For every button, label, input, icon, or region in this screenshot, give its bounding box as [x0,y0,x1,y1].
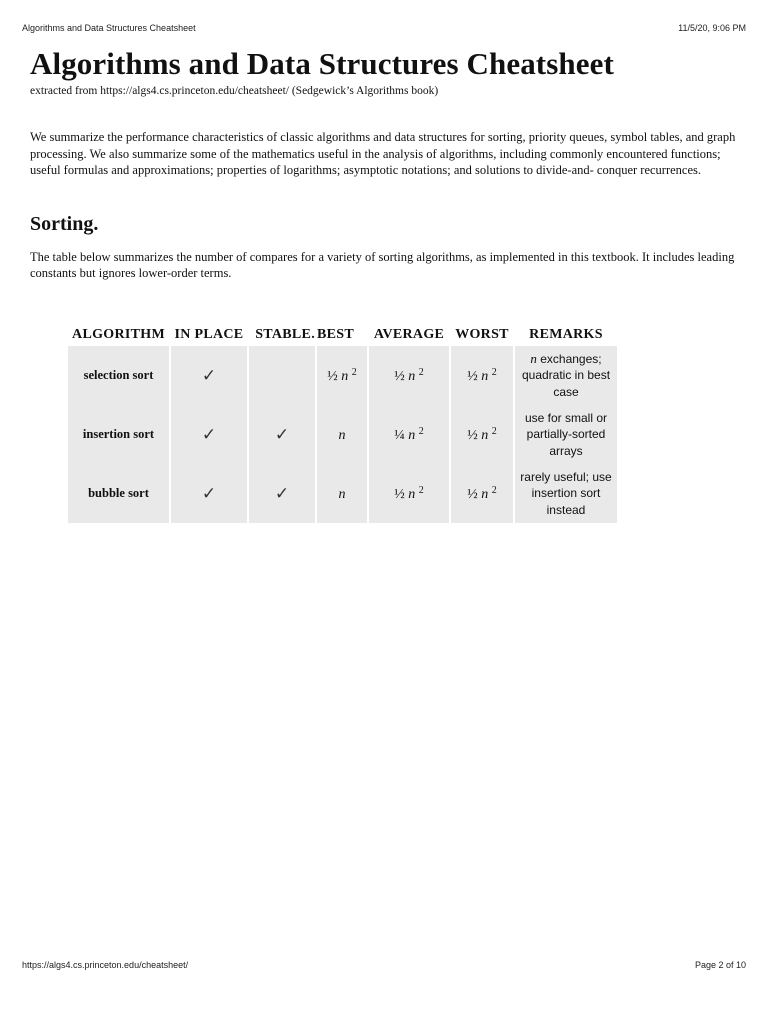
remarks-cell [515,405,617,464]
algorithm-name: bubble sort [68,464,169,523]
footer-url[interactable]: https://algs4.cs.princeton.edu/cheatsheet/ [22,960,189,970]
page-title: Algorithms and Data Structures Cheatsheet [30,46,614,81]
column-header-remarks: REMARKS [529,327,603,342]
average-variable: n [408,427,416,443]
best-coefficient: ½ [327,368,338,384]
print-header-timestamp: 11/5/20, 9:06 PM [678,23,746,33]
page-number: Page 2 of 10 [694,960,746,970]
column-header-best: BEST [317,327,354,342]
checkmark-icon: ✓ [274,483,290,504]
average-exponent: 2 [418,484,424,496]
best-cost [317,346,367,405]
worst-coefficient: ½ [467,368,478,384]
print-header-title: Algorithms and Data Structures Cheatsheet [22,23,196,33]
best-variable: n [338,486,346,502]
stable-cell [249,405,315,464]
best-variable: n [341,368,349,384]
sorting-table [66,324,619,523]
intro-paragraph: We summarize the performance characteristics of classic algorithms and data structures for sorting, priority queues, symbol tables, and graph processing. We also summarize some of the mathematics useful in the analysis of algorithms, including commonly encountered functions; useful formulas and approximations; properties of logarithms; asymptotic notations; and solutions to divide-and- conquer recurrences. [30,130,736,177]
source-note: extracted from https://algs4.cs.princeton.edu/cheatsheet/ (Sedgewick’s Algorithms book) [30,85,439,97]
worst-exponent: 2 [491,366,497,378]
algorithm-name: selection sort [68,346,169,405]
average-cost [369,405,449,464]
average-coefficient: ½ [394,368,405,384]
worst-coefficient: ½ [467,486,478,502]
worst-variable: n [481,486,489,502]
worst-exponent: 2 [491,425,497,437]
worst-variable: n [481,427,489,443]
column-header-worst: WORST [455,327,509,342]
print-header [22,23,746,33]
remarks-text: exchanges; quadratic in best case [521,351,611,399]
sorting-heading: Sorting. [30,212,99,235]
checkmark-icon: ✓ [201,483,217,504]
algorithm-name: insertion sort [68,405,169,464]
average-variable: n [408,486,416,502]
in-place-cell [171,405,247,464]
best-cost [317,464,367,523]
best-variable: n [338,427,346,443]
best-exponent: 2 [351,366,357,378]
worst-coefficient: ½ [467,427,478,443]
best-cost [317,405,367,464]
average-variable: n [408,368,416,384]
column-header-stable: STABLE. [255,327,315,342]
average-coefficient: ½ [394,486,405,502]
stable-cell [249,346,315,405]
remarks-cell [515,464,617,523]
remarks-text: rarely useful; use insertion sort instead [520,469,612,517]
checkmark-icon: ✓ [201,365,217,386]
checkmark-icon: ✓ [274,424,290,445]
checkmark-icon: ✓ [201,424,217,445]
average-cost [369,346,449,405]
worst-cost [451,346,513,405]
remarks-variable: n [530,350,537,366]
table-row [68,464,617,523]
column-header-average: AVERAGE [373,327,445,342]
worst-cost [451,405,513,464]
average-coefficient: ¼ [394,427,405,443]
worst-exponent: 2 [491,484,497,496]
sorting-description: The table below summarizes the number of compares for a variety of sorting algorithms, as implemented in this textbook. It includes leading constants but ignores lower-order terms. [30,249,735,280]
table-row [68,405,617,464]
worst-cost [451,464,513,523]
column-header-algorithm: ALGORITHM [72,327,165,342]
page-content [30,44,738,517]
table-header-row [68,324,617,346]
average-exponent: 2 [418,425,424,437]
worst-variable: n [481,368,489,384]
in-place-cell [171,346,247,405]
in-place-cell [171,464,247,523]
average-cost [369,464,449,523]
remarks-text: use for small or partially-sorted arrays [524,410,608,458]
remarks-cell [515,346,617,405]
print-footer [22,960,746,970]
table-row [68,346,617,405]
stable-cell [249,464,315,523]
column-header-in-place: IN PLACE [174,327,244,342]
average-exponent: 2 [418,366,424,378]
